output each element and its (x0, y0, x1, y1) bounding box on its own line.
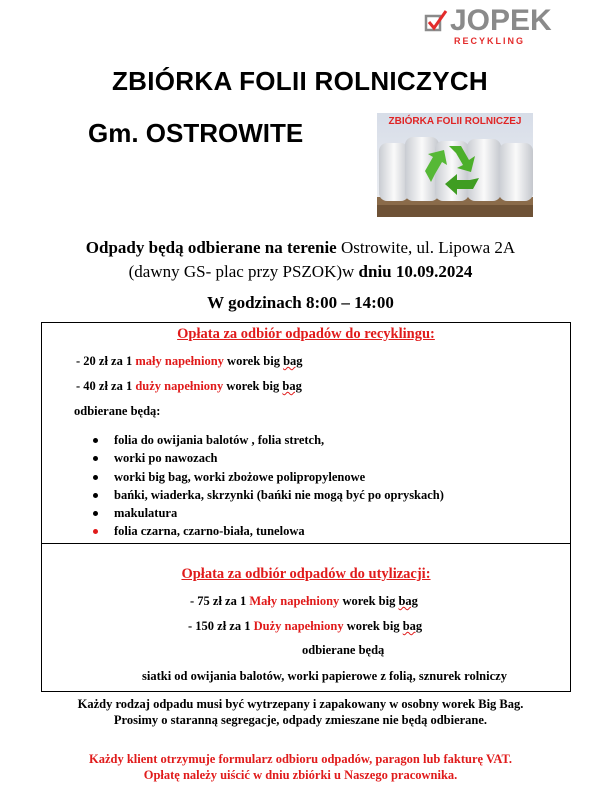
fee-highlight: duży napełniony (135, 379, 224, 393)
fee-highlight: mały napełniony (135, 354, 224, 368)
location-line (40, 238, 561, 258)
utilization-fee-small (190, 594, 418, 609)
bales-illustration (377, 113, 533, 217)
list-item (94, 431, 444, 449)
utilization-heading-text: Opłata za odbiór odpadów do utylizacji: (181, 566, 431, 582)
recycling-fee-small (76, 354, 303, 369)
recycling-heading-text: Opłata za odbiór odpadów do recyklingu: (177, 326, 435, 342)
fee-tail: bag (398, 594, 418, 608)
list-item (94, 522, 444, 540)
recycling-heading (42, 326, 570, 343)
list-item (94, 449, 444, 467)
fee-highlight: Duży napełniony (253, 619, 344, 633)
list-item (94, 504, 444, 522)
list-item (94, 486, 444, 504)
logo-subtitle: RECYKLING (454, 36, 526, 46)
fee-tail: bag (283, 354, 303, 368)
fee-tail: bag (282, 379, 302, 393)
logo-name: JOPEK (450, 4, 552, 37)
page-subtitle: Gm. OSTROWITE (88, 118, 304, 148)
invoice-note: Każdy klient otrzymuje formularz odbioru odpadów, paragon lub fakturę VAT. (88, 752, 513, 766)
fee-prefix: - 40 zł za 1 (76, 379, 136, 393)
fee-prefix: - 20 zł za 1 (76, 354, 136, 368)
location-lead: Odpady będą odbierane na terenie (85, 238, 337, 257)
location-note: (dawny GS- plac przy PSZOK)w (128, 262, 359, 281)
segregation-note: Prosimy o staranną segregacje, odpady zmieszane nie będą odbierane. (113, 713, 488, 727)
fee-prefix: - 150 zł za 1 (188, 619, 254, 633)
packaging-note: Każdy rodzaj odpadu musi być wytrzepany i zapakowany w osobny worek Big Bag. (77, 697, 524, 711)
recycling-items-list (94, 431, 444, 541)
recycling-fee-large (76, 379, 302, 394)
section-divider (42, 543, 570, 544)
list-item-text: worki po nawozach (114, 451, 218, 466)
company-logo (424, 4, 552, 48)
fee-tail: bag (402, 619, 423, 633)
bales-photo (377, 113, 533, 217)
fee-suffix: worek big (223, 354, 284, 368)
location-address: Ostrowite, ul. Lipowa 2A (336, 238, 516, 257)
fees-box (41, 322, 571, 692)
list-item-text: makulatura (114, 506, 178, 521)
utilization-heading (42, 566, 570, 583)
fee-suffix: worek big (339, 594, 399, 608)
fee-prefix: - 75 zł za 1 (190, 594, 250, 608)
list-item-text: folia do owijania balotów , folia stretch, (114, 433, 325, 447)
list-item (94, 468, 444, 486)
date-line (40, 262, 561, 282)
fee-suffix: worek big (343, 619, 403, 633)
photo-label: ZBIÓRKA FOLII ROLNICZEJ (388, 116, 522, 127)
payment-note: Opłatę należy uiścić w dniu zbiórki u Naszego pracownika. (143, 768, 458, 782)
utilization-collected-label: odbierane będą (302, 643, 385, 657)
list-item-text: folia czarna, czarno-biała, tunelowa (114, 524, 305, 539)
hours-line: W godzinach 8:00 – 14:00 (207, 293, 394, 312)
checkmark-icon (424, 10, 448, 36)
fee-highlight: Mały napełniony (249, 594, 340, 608)
utilization-items: siatki od owijania balotów, worki papierowe z folią, sznurek rolniczy (142, 669, 507, 683)
recycling-collected-label: odbierane będą: (74, 404, 161, 418)
page-title: ZBIÓRKA FOLII ROLNICZYCH (112, 66, 488, 96)
collection-date: dniu 10.09.2024 (358, 262, 473, 281)
fee-suffix: worek big (223, 379, 283, 393)
list-item-text: worki big bag, worki zbożowe polipropylenowe (114, 469, 366, 484)
utilization-fee-large (188, 619, 422, 634)
list-item-text: bańki, wiaderka, skrzynki (bańki nie mogą być po opryskach) (114, 487, 444, 502)
